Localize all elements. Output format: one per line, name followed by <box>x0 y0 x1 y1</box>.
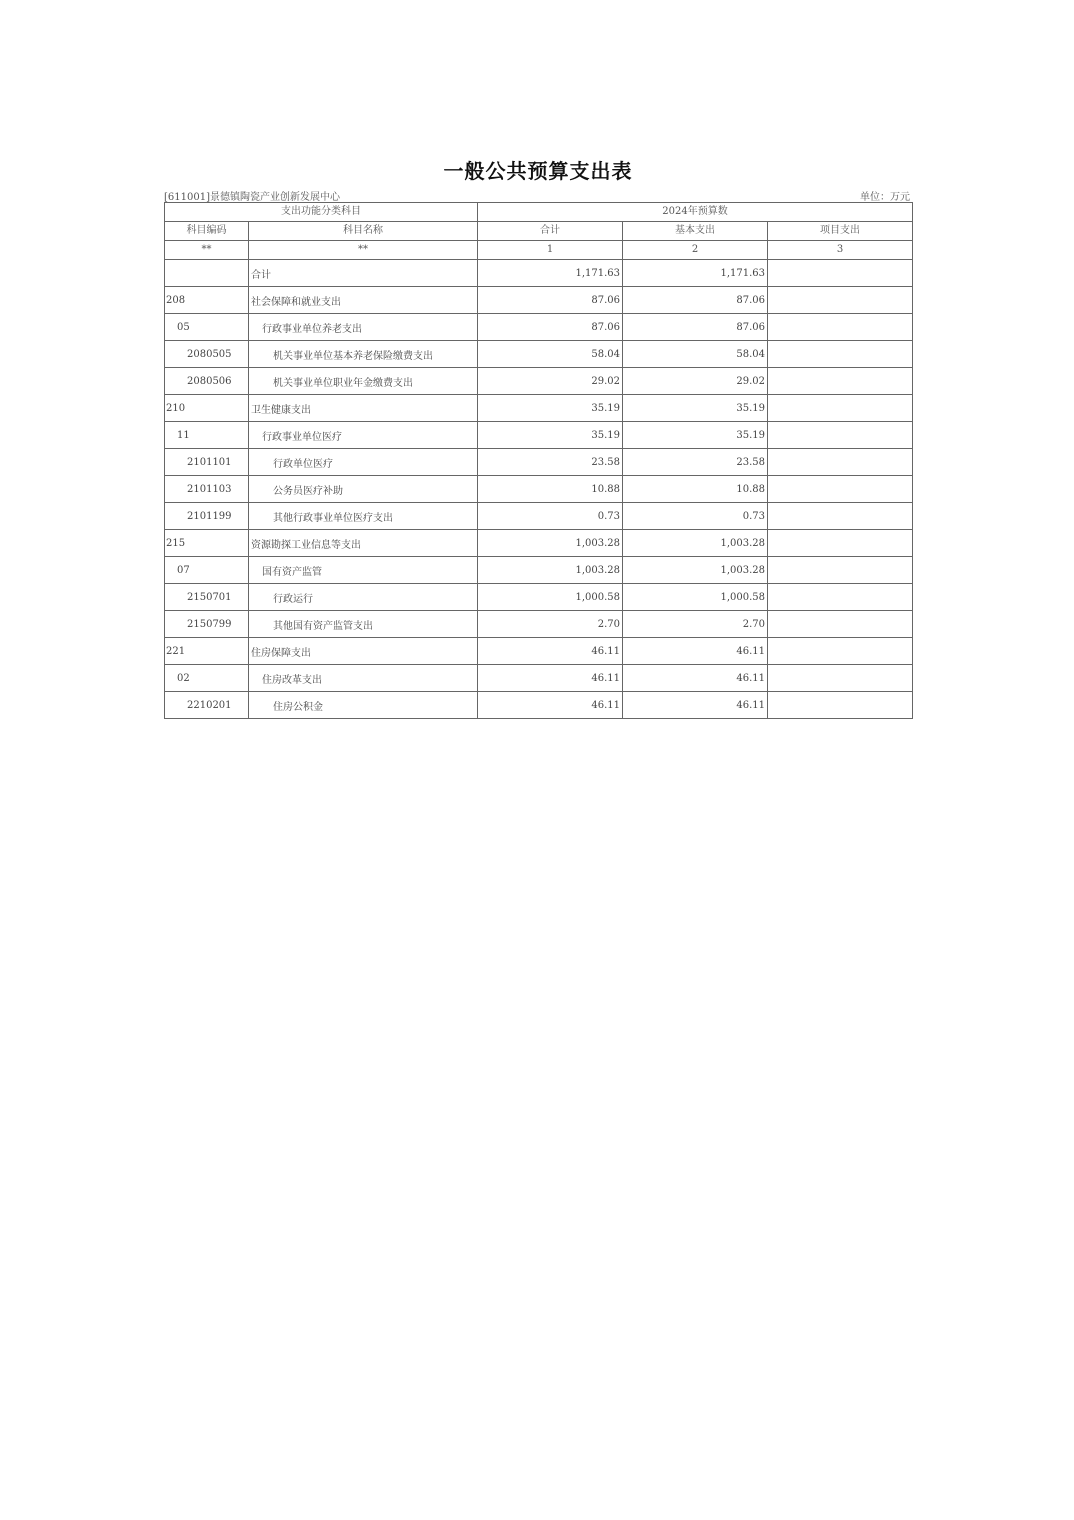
row-total-cell: 1,171.63 <box>478 260 623 287</box>
row-total-cell: 35.19 <box>478 422 623 449</box>
page-title: 一般公共预算支出表 <box>443 159 633 183</box>
row-name-cell: 资源勘探工业信息等支出 <box>249 530 478 557</box>
table-row <box>165 314 913 341</box>
header-name: 科目名称 <box>249 222 478 241</box>
row-code-cell: 2150701 <box>165 584 249 611</box>
row-name-cell: 其他行政事业单位医疗支出 <box>249 503 478 530</box>
row-basic-cell: 46.11 <box>623 692 768 719</box>
row-project-cell <box>768 611 913 638</box>
header-project: 项目支出 <box>768 222 913 241</box>
unit-label: 单位：万元 <box>860 192 910 203</box>
row-total-cell: 23.58 <box>478 449 623 476</box>
header-group-subject: 支出功能分类科目 <box>165 203 478 222</box>
row-code-cell: 221 <box>165 638 249 665</box>
row-total-cell: 10.88 <box>478 476 623 503</box>
row-basic-cell: 1,003.28 <box>623 557 768 584</box>
row-code-cell: 2101199 <box>165 503 249 530</box>
row-code-cell: 05 <box>165 314 249 341</box>
table-row <box>165 368 913 395</box>
row-code-cell: 2080505 <box>165 341 249 368</box>
header-column-row <box>165 222 913 241</box>
table-row <box>165 638 913 665</box>
row-project-cell <box>768 260 913 287</box>
row-total-cell: 29.02 <box>478 368 623 395</box>
row-name-cell: 合计 <box>249 260 478 287</box>
row-basic-cell: 10.88 <box>623 476 768 503</box>
header-index-row <box>165 241 913 260</box>
row-project-cell <box>768 314 913 341</box>
row-basic-cell: 29.02 <box>623 368 768 395</box>
budget-page <box>164 156 912 719</box>
index-total: 1 <box>478 241 623 260</box>
row-name-cell: 机关事业单位基本养老保险缴费支出 <box>249 341 478 368</box>
row-total-cell: 1,003.28 <box>478 557 623 584</box>
row-name-cell: 公务员医疗补助 <box>249 476 478 503</box>
index-name: ** <box>249 241 478 260</box>
table-header <box>165 203 913 260</box>
row-basic-cell: 2.70 <box>623 611 768 638</box>
header-total: 合计 <box>478 222 623 241</box>
row-total-cell: 2.70 <box>478 611 623 638</box>
row-project-cell <box>768 422 913 449</box>
row-code-cell: 11 <box>165 422 249 449</box>
row-code-cell: 208 <box>165 287 249 314</box>
header-code: 科目编码 <box>165 222 249 241</box>
table-row <box>165 584 913 611</box>
row-name-cell: 行政事业单位养老支出 <box>249 314 478 341</box>
row-code-cell: 2210201 <box>165 692 249 719</box>
row-basic-cell: 35.19 <box>623 395 768 422</box>
row-basic-cell: 1,003.28 <box>623 530 768 557</box>
row-name-cell: 住房公积金 <box>249 692 478 719</box>
row-name-cell: 机关事业单位职业年金缴费支出 <box>249 368 478 395</box>
row-code-cell: 2080506 <box>165 368 249 395</box>
row-project-cell <box>768 341 913 368</box>
row-basic-cell: 87.06 <box>623 287 768 314</box>
header-basic: 基本支出 <box>623 222 768 241</box>
table-row <box>165 341 913 368</box>
row-total-cell: 35.19 <box>478 395 623 422</box>
table-row <box>165 557 913 584</box>
table-row <box>165 449 913 476</box>
row-basic-cell: 1,171.63 <box>623 260 768 287</box>
row-project-cell <box>768 449 913 476</box>
row-total-cell: 1,000.58 <box>478 584 623 611</box>
row-name-cell: 社会保障和就业支出 <box>249 287 478 314</box>
table-row <box>165 530 913 557</box>
row-name-cell: 行政事业单位医疗 <box>249 422 478 449</box>
row-code-cell: 2101101 <box>165 449 249 476</box>
row-project-cell <box>768 287 913 314</box>
row-project-cell <box>768 476 913 503</box>
row-project-cell <box>768 503 913 530</box>
table-row <box>165 611 913 638</box>
row-total-cell: 46.11 <box>478 692 623 719</box>
index-project: 3 <box>768 241 913 260</box>
organization-label: [611001]景德镇陶瓷产业创新发展中心 <box>164 192 340 203</box>
table-row <box>165 692 913 719</box>
table-row <box>165 665 913 692</box>
row-name-cell: 行政运行 <box>249 584 478 611</box>
row-code-cell <box>165 260 249 287</box>
row-name-cell: 行政单位医疗 <box>249 449 478 476</box>
row-total-cell: 46.11 <box>478 638 623 665</box>
index-code: ** <box>165 241 249 260</box>
row-name-cell: 住房保障支出 <box>249 638 478 665</box>
row-basic-cell: 87.06 <box>623 314 768 341</box>
row-project-cell <box>768 692 913 719</box>
table-body <box>165 260 913 719</box>
row-total-cell: 87.06 <box>478 287 623 314</box>
table-row <box>165 395 913 422</box>
row-project-cell <box>768 557 913 584</box>
row-project-cell <box>768 638 913 665</box>
row-total-cell: 0.73 <box>478 503 623 530</box>
table-row <box>165 476 913 503</box>
table-row <box>165 422 913 449</box>
row-project-cell <box>768 530 913 557</box>
row-basic-cell: 1,000.58 <box>623 584 768 611</box>
row-name-cell: 住房改革支出 <box>249 665 478 692</box>
row-basic-cell: 46.11 <box>623 665 768 692</box>
row-code-cell: 2101103 <box>165 476 249 503</box>
header-group-budget: 2024年预算数 <box>478 203 913 222</box>
row-total-cell: 1,003.28 <box>478 530 623 557</box>
row-name-cell: 国有资产监管 <box>249 557 478 584</box>
row-name-cell: 其他国有资产监管支出 <box>249 611 478 638</box>
row-total-cell: 87.06 <box>478 314 623 341</box>
row-basic-cell: 35.19 <box>623 422 768 449</box>
row-name-cell: 卫生健康支出 <box>249 395 478 422</box>
index-basic: 2 <box>623 241 768 260</box>
row-code-cell: 215 <box>165 530 249 557</box>
row-project-cell <box>768 368 913 395</box>
row-basic-cell: 0.73 <box>623 503 768 530</box>
row-code-cell: 02 <box>165 665 249 692</box>
budget-table <box>164 202 913 719</box>
row-total-cell: 46.11 <box>478 665 623 692</box>
row-project-cell <box>768 665 913 692</box>
row-code-cell: 07 <box>165 557 249 584</box>
row-project-cell <box>768 584 913 611</box>
row-project-cell <box>768 395 913 422</box>
table-row <box>165 287 913 314</box>
total-row <box>165 260 913 287</box>
row-code-cell: 2150799 <box>165 611 249 638</box>
row-code-cell: 210 <box>165 395 249 422</box>
row-basic-cell: 46.11 <box>623 638 768 665</box>
row-total-cell: 58.04 <box>478 341 623 368</box>
row-basic-cell: 23.58 <box>623 449 768 476</box>
row-basic-cell: 58.04 <box>623 341 768 368</box>
header-group-row <box>165 203 913 222</box>
table-row <box>165 503 913 530</box>
table-meta <box>164 186 912 202</box>
